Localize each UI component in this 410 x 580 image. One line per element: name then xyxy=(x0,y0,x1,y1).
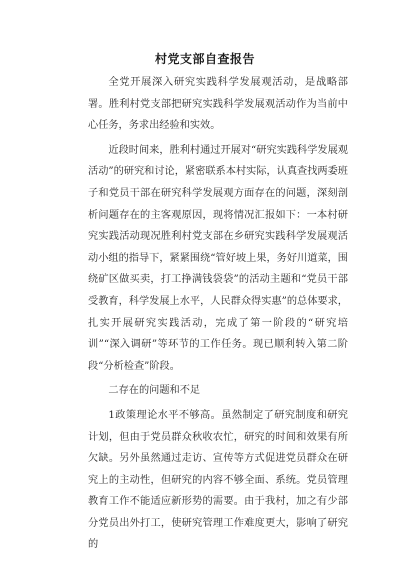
paragraph-intro: 全党开展深入研究实践科学发展观活动，是战略部署。胜利村党支部把研究实践科学发展观活动作为当前中心任务，务求出经验和实效。 xyxy=(88,77,348,132)
section-heading-problems: 二存在的问题和不足 xyxy=(108,385,201,397)
paragraph-problem-1: 1政策理论水平不够高。虽然制定了研究制度和研究计划，但由于党员群众秋收农忙，研究的时间和效果有所欠缺。另外虽然通过走访、宣传等方式促进党员群众在研究上的主动性，但研究的内容不够全面、系统。党员管理教育工作不能适应新形势的需要。由于我村，加之有少部分党员出外打工，使研究管理工作难度更大，影响了研究的 xyxy=(88,409,348,551)
document-title: 村党支部自查报告 xyxy=(154,52,255,66)
document-body xyxy=(88,72,348,559)
paragraph-situation: 近段时间来，胜利村通过开展对“研究实践科学发展观活动”的研究和讨论，紧密联系本村实际，认真查找两委班子和党员干部在研究科学发展观方面存在的问题，深刻剖析问题存在的主客观原因，现将情况汇报如下：一本村研究实践活动现况胜利村党支部在乡研究实践科学发展观活动小组的指导下，紧紧围绕“管好坡上果，务好川道菜，围绕矿区做买卖，打工挣满钱袋袋”的活动主题和“党员干部受教育，科学发展上水平，人民群众得实惠”的总体要求，扎实开展研究实践活动，完成了第一阶段的“研究培训”“深入调研”等环节的工作任务。现已顺利转入第二阶段“分析检查”阶段。 xyxy=(88,144,348,372)
